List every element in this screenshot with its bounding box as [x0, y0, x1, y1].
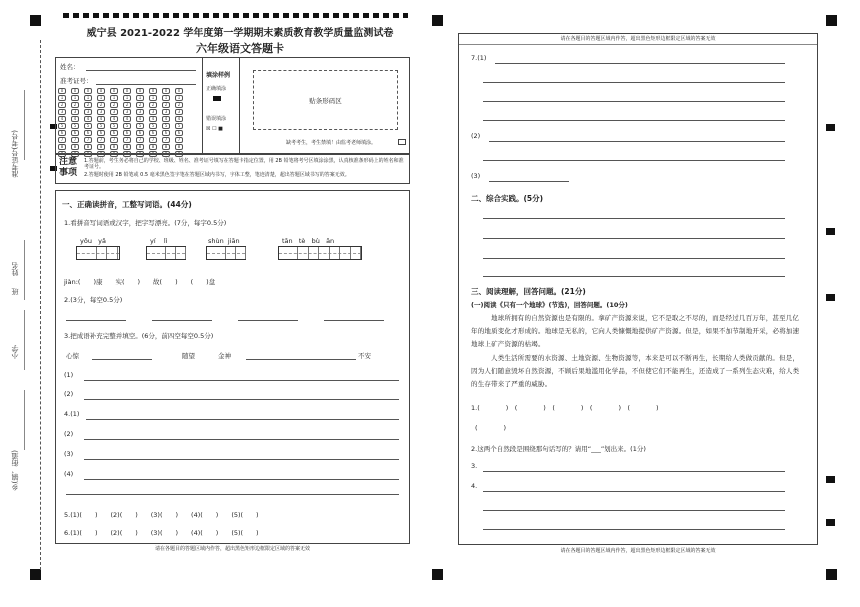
pinyin-syllable: yǎ	[98, 237, 106, 245]
digit-bubble[interactable]: 7	[136, 137, 144, 143]
digit-bubble[interactable]: 5	[84, 123, 92, 129]
q2-line-b[interactable]	[152, 320, 212, 321]
absent-notice: 缺考考生，考生禁填！由监考老师填涂。	[286, 140, 377, 146]
digit-bubble[interactable]: 9	[123, 151, 131, 157]
digit-bubble[interactable]: 2	[123, 102, 131, 108]
digit-bubble[interactable]: 5	[71, 123, 79, 129]
right-header: 请在各题目的答题区域内作答，超出黑色矩形边框限定区域的答案无效	[560, 36, 716, 42]
digit-bubble[interactable]: 0	[149, 88, 157, 94]
digit-bubble[interactable]: 2	[136, 102, 144, 108]
digit-bubble[interactable]: 6	[58, 130, 66, 136]
q2-line-c[interactable]	[238, 320, 298, 321]
q3-word-c: 金神	[218, 352, 231, 360]
answer-line[interactable]	[483, 276, 785, 277]
digit-bubble[interactable]: 3	[149, 109, 157, 115]
header-rule	[459, 44, 817, 45]
margin-class: 班	[11, 288, 19, 295]
answer-line[interactable]	[483, 82, 785, 83]
pinyin-syllable: yōu	[80, 237, 92, 245]
digit-bubble[interactable]: 7	[123, 137, 131, 143]
margin-line-3	[24, 310, 25, 370]
digit-bubble[interactable]: 6	[123, 130, 131, 136]
answer-line[interactable]	[489, 141, 785, 142]
reading-q4: 4.	[471, 482, 478, 490]
side-mark-7	[826, 519, 835, 526]
q2-prompt: 2.(3分，每空0.5分)	[64, 296, 123, 304]
exam-no-line[interactable]	[96, 84, 196, 85]
answer-line[interactable]	[84, 380, 399, 381]
answer-line[interactable]	[483, 510, 785, 511]
digit-bubble[interactable]: 3	[71, 109, 79, 115]
digit-bubble[interactable]: 0	[110, 88, 118, 94]
digit-bubble[interactable]: 3	[97, 109, 105, 115]
digit-bubble[interactable]: 3	[136, 109, 144, 115]
q3-blank-c[interactable]	[246, 359, 306, 360]
digit-bubble[interactable]: 5	[110, 123, 118, 129]
margin-line-2	[24, 240, 25, 300]
q7-label: 7.(1)	[471, 54, 487, 62]
bubble-column[interactable]	[58, 88, 67, 158]
bubble-column[interactable]	[123, 88, 132, 158]
exam-no-label: 准考证号：	[60, 77, 93, 85]
absent-checkbox[interactable]	[398, 139, 406, 145]
digit-bubble[interactable]: 1	[97, 95, 105, 101]
side-mark-3	[826, 124, 835, 131]
write-grid[interactable]	[278, 246, 362, 260]
digit-bubble[interactable]: 4	[97, 116, 105, 122]
reading-para-1: 地球所拥有的自然资源也是有限的。拿矿产资源来说，它不是取之不尽的，而是经过几百万年，甚至几亿年的地质变化才形成的。地球是无私的，它向人类慷慨地提供矿产资源。但是，如果不加节制地开采，必将加速地球上矿产资源的枯竭。	[471, 314, 800, 348]
digit-bubble[interactable]: 1	[84, 95, 92, 101]
digit-bubble[interactable]: 7	[58, 137, 66, 143]
digit-bubble[interactable]: 5	[162, 123, 170, 129]
barcode-label: 贴条形码区	[309, 97, 342, 105]
digit-bubble[interactable]: 7	[175, 137, 183, 143]
digit-bubble[interactable]: 5	[136, 123, 144, 129]
digit-bubble[interactable]: 0	[162, 88, 170, 94]
digit-bubble[interactable]: 1	[175, 95, 183, 101]
digit-bubble[interactable]: 9	[162, 151, 170, 157]
digit-bubble[interactable]: 3	[58, 109, 66, 115]
side-mark-5	[826, 294, 835, 301]
page-title: 威宁县 2021-2022 学年度第一学期期末素质教育教学质量监测试卷	[86, 28, 394, 39]
digit-bubble[interactable]: 7	[84, 137, 92, 143]
digit-bubble[interactable]: 4	[149, 116, 157, 122]
digit-bubble[interactable]: 9	[110, 151, 118, 157]
correct-fill-sample	[213, 96, 221, 101]
digit-bubble[interactable]: 4	[58, 116, 66, 122]
digit-bubble[interactable]: 4	[136, 116, 144, 122]
write-grid[interactable]	[206, 246, 246, 260]
digit-bubble[interactable]: 9	[97, 151, 105, 157]
q3-word-a: 心惊	[66, 352, 79, 360]
digit-bubble[interactable]: 8	[110, 144, 118, 150]
margin-school: 小学	[11, 345, 19, 359]
pinyin-g4	[282, 237, 334, 245]
pinyin-g3	[208, 237, 240, 245]
name-label: 姓名：	[60, 63, 80, 71]
digit-bubble[interactable]: 8	[84, 144, 92, 150]
bubble-column[interactable]	[97, 88, 106, 158]
digit-bubble[interactable]: 7	[110, 137, 118, 143]
barcode-area	[253, 70, 398, 130]
jian-row: jiàn:( )康 实( ) 故( ) ( )盘	[64, 278, 216, 286]
digit-bubble[interactable]: 4	[162, 116, 170, 122]
digit-bubble[interactable]: 6	[136, 130, 144, 136]
sub-item-2: (2)	[64, 390, 74, 398]
margin-exam-no: 准考证号(考号)	[11, 130, 19, 178]
pinyin-syllable: bù	[311, 237, 320, 245]
digit-bubble[interactable]: 9	[175, 151, 183, 157]
fill-example-box	[202, 58, 240, 154]
side-mark-6	[826, 476, 835, 483]
reading-q1[interactable]: 1.( ) ( ) ( ) ( ) ( )	[471, 404, 659, 412]
write-grid[interactable]	[76, 246, 120, 260]
digit-bubble[interactable]: 7	[162, 137, 170, 143]
digit-bubble[interactable]: 6	[175, 130, 183, 136]
margin-line-1	[24, 90, 25, 160]
answer-line[interactable]	[483, 491, 785, 492]
q3-word-b: 随望	[182, 352, 195, 360]
digit-bubble[interactable]: 9	[71, 151, 79, 157]
answer-line[interactable]	[84, 439, 399, 440]
digit-bubble[interactable]: 4	[175, 116, 183, 122]
digit-bubble[interactable]: 0	[123, 88, 131, 94]
digit-bubble[interactable]: 0	[97, 88, 105, 94]
digit-bubble[interactable]: 2	[110, 102, 118, 108]
q7-3-label: (3)	[471, 172, 481, 180]
pinyin-syllable: ān	[326, 237, 335, 245]
section3-title: 三、阅读理解，回答问题。(21分)	[471, 287, 586, 296]
pinyin-syllable: jiān	[227, 237, 240, 245]
answer-area-left	[55, 190, 410, 544]
digit-bubble[interactable]: 4	[71, 116, 79, 122]
reading-q1-b[interactable]: ( )	[475, 424, 507, 432]
notice-line-2: 2.答题时使用 2B 铅笔或 0.5 毫米黑色签字笔在答题区域内书写，字体工整，笔迹清楚，超出答题区域书写的答案无效。	[84, 172, 350, 178]
answer-line[interactable]	[489, 181, 569, 182]
digit-bubble[interactable]: 8	[71, 144, 79, 150]
margin-line-4	[24, 390, 25, 450]
answer-line[interactable]	[84, 399, 399, 400]
bubble-column[interactable]	[175, 88, 184, 158]
corner-mark-tl	[30, 15, 41, 26]
digit-bubble[interactable]: 3	[123, 109, 131, 115]
side-mark-4	[826, 228, 835, 235]
reading-para-2: 人类生活所需要的水资源、土地资源、生物资源等，本来是可以不断再生，长期给人类做贡献的。但是，因为人们随意毁坏自然资源，不顾后果地滥用化学品，不但使它们不能再生，还造成了一系列生态灾难，给人类的生存带来了严重的威胁。	[471, 354, 800, 388]
digit-bubble[interactable]: 2	[149, 102, 157, 108]
bubble-column[interactable]	[84, 88, 93, 158]
corner-mark-bl	[30, 569, 41, 580]
digit-bubble[interactable]: 1	[149, 95, 157, 101]
q2-line-d[interactable]	[324, 320, 384, 321]
section1-title: 一、正确读拼音，工整写词语。(44分)	[62, 200, 192, 209]
answer-line[interactable]	[483, 101, 785, 102]
reading-q2: 2.这两个自然段是围绕那句话写的？请用“___”划出来。(1分)	[471, 445, 646, 453]
answer-line[interactable]	[495, 63, 785, 64]
sub-item-5: (3)	[64, 450, 74, 458]
digit-bubble[interactable]: 3	[84, 109, 92, 115]
sub-item-4: (2)	[64, 430, 74, 438]
write-grid[interactable]	[146, 246, 186, 260]
q3-blank-d[interactable]	[306, 359, 356, 360]
digit-bubble[interactable]: 6	[110, 130, 118, 136]
answer-line[interactable]	[66, 494, 399, 495]
reading-q3: 3.	[471, 462, 478, 470]
corner-mark-tr	[432, 15, 443, 26]
corner-mark-tr2	[826, 15, 837, 26]
sub-item-1: (1)	[64, 371, 74, 379]
pinyin-syllable: lì	[163, 237, 168, 245]
sub-item-3: 4.(1)	[64, 410, 80, 418]
digit-bubble[interactable]: 8	[149, 144, 157, 150]
digit-bubble[interactable]: 2	[97, 102, 105, 108]
digit-bubble[interactable]: 5	[123, 123, 131, 129]
digit-bubble[interactable]: 0	[71, 88, 79, 94]
q1-prompt: 1.看拼音写词语或汉字，把字写漂亮。(7分，每字0.5分)	[64, 219, 227, 227]
exam-no-bubbles[interactable]	[58, 88, 198, 154]
digit-bubble[interactable]: 9	[149, 151, 157, 157]
answer-line[interactable]	[483, 160, 785, 161]
section2-title: 二、综合实践。(5分)	[471, 194, 544, 203]
digit-bubble[interactable]: 9	[136, 151, 144, 157]
digit-bubble[interactable]: 3	[175, 109, 183, 115]
answer-line[interactable]	[84, 459, 399, 460]
notice-block	[55, 154, 410, 184]
digit-bubble[interactable]: 1	[71, 95, 79, 101]
right-footer: 请在各题目的答题区域内作答，超出黑色矩形边框限定区域的答案无效	[560, 548, 716, 554]
digit-bubble[interactable]: 5	[58, 123, 66, 129]
digit-bubble[interactable]: 7	[71, 137, 79, 143]
q3-prompt: 3.把成语补充完整并填空。(6分，前四空每空0.5分)	[64, 332, 214, 340]
digit-bubble[interactable]: 9	[58, 151, 66, 157]
bubble-column[interactable]	[149, 88, 158, 158]
bubble-column[interactable]	[110, 88, 119, 158]
digit-bubble[interactable]: 8	[58, 144, 66, 150]
digit-bubble[interactable]: 0	[84, 88, 92, 94]
answer-area-right	[458, 33, 818, 545]
digit-bubble[interactable]: 2	[58, 102, 66, 108]
digit-bubble[interactable]: 0	[175, 88, 183, 94]
q3-word-d: 不安	[358, 352, 371, 360]
digit-bubble[interactable]: 6	[84, 130, 92, 136]
digit-bubble[interactable]: 1	[110, 95, 118, 101]
digit-bubble[interactable]: 6	[71, 130, 79, 136]
digit-bubble[interactable]: 2	[175, 102, 183, 108]
notice-title: 注意事项	[59, 157, 78, 178]
digit-bubble[interactable]: 2	[162, 102, 170, 108]
q3-blank-a[interactable]	[92, 359, 152, 360]
digit-bubble[interactable]: 5	[175, 123, 183, 129]
pinyin-syllable: shùn	[208, 237, 224, 245]
answer-line[interactable]	[86, 419, 399, 420]
fill-example-title: 填涂样例	[206, 72, 231, 79]
digit-bubble[interactable]: 4	[123, 116, 131, 122]
bubble-column[interactable]	[71, 88, 80, 158]
answer-line[interactable]	[483, 471, 785, 472]
info-block	[55, 57, 410, 154]
name-line[interactable]	[86, 70, 196, 71]
answer-line[interactable]	[483, 218, 785, 219]
answer-line[interactable]	[483, 258, 785, 259]
digit-bubble[interactable]: 2	[71, 102, 79, 108]
digit-bubble[interactable]: 5	[97, 123, 105, 129]
pinyin-g1	[80, 237, 106, 245]
pinyin-g2	[150, 237, 168, 245]
digit-bubble[interactable]: 8	[123, 144, 131, 150]
choice-row-5[interactable]: 5.(1)( ) (2)( ) (3)( ) (4)( ) (5)( )	[64, 511, 259, 519]
pinyin-syllable: yí	[150, 237, 156, 245]
binding-line	[40, 40, 41, 570]
timing-mark	[63, 13, 408, 18]
digit-bubble[interactable]: 6	[97, 130, 105, 136]
page-subtitle: 六年级语文答题卡	[196, 42, 284, 55]
reading1-title: (一)阅读《只有一个地球》(节选)，回答问题。(10分)	[471, 301, 628, 309]
correct-label: 正确填涂	[206, 86, 227, 92]
answer-line[interactable]	[84, 479, 399, 480]
margin-town: 乡(镇、街道)	[11, 450, 19, 491]
digit-bubble[interactable]: 1	[58, 95, 66, 101]
digit-bubble[interactable]: 1	[123, 95, 131, 101]
digit-bubble[interactable]: 3	[162, 109, 170, 115]
answer-line[interactable]	[483, 238, 785, 239]
digit-bubble[interactable]: 5	[149, 123, 157, 129]
margin-name: 姓名	[11, 262, 19, 276]
wrong-label: 错误填涂	[206, 116, 227, 122]
digit-bubble[interactable]: 8	[175, 144, 183, 150]
digit-bubble[interactable]: 6	[162, 130, 170, 136]
q7-2-label: (2)	[471, 132, 481, 140]
bubble-column[interactable]	[136, 88, 145, 158]
digit-bubble[interactable]: 7	[97, 137, 105, 143]
digit-bubble[interactable]: 0	[136, 88, 144, 94]
digit-bubble[interactable]: 1	[162, 95, 170, 101]
q2-line-a[interactable]	[66, 320, 126, 321]
digit-bubble[interactable]: 4	[110, 116, 118, 122]
answer-line[interactable]	[483, 120, 785, 121]
digit-bubble[interactable]: 9	[84, 151, 92, 157]
digit-bubble[interactable]: 4	[84, 116, 92, 122]
left-footer: 请在各题目的答题区域内作答，超出黑色矩形边框限定区域的答案无效	[154, 546, 310, 552]
digit-bubble[interactable]: 3	[110, 109, 118, 115]
pinyin-syllable: tān	[282, 237, 293, 245]
digit-bubble[interactable]: 6	[149, 130, 157, 136]
corner-mark-bm	[432, 569, 443, 580]
digit-bubble[interactable]: 7	[149, 137, 157, 143]
sub-item-6: (4)	[64, 470, 74, 478]
pinyin-syllable: tè	[298, 237, 306, 245]
choice-row-6[interactable]: 6.(1)( ) (2)( ) (3)( ) (4)( ) (5)( )	[64, 529, 259, 537]
digit-bubble[interactable]: 8	[97, 144, 105, 150]
answer-line[interactable]	[483, 529, 785, 530]
wrong-fill-sample: ☒ ☐ ■	[206, 126, 223, 132]
digit-bubble[interactable]: 8	[162, 144, 170, 150]
digit-bubble[interactable]: 8	[136, 144, 144, 150]
corner-mark-br	[826, 569, 837, 580]
digit-bubble[interactable]: 1	[136, 95, 144, 101]
notice-line-1: 1.答题前，考生务必将自己的学校、班级、姓名、准考证号填写在答题卡指定位置，用 2B 铅笔将考号区填涂涂黑，认真核准条形码上的姓名和准考证号。	[84, 158, 404, 170]
bubble-column[interactable]	[162, 88, 171, 158]
digit-bubble[interactable]: 2	[84, 102, 92, 108]
digit-bubble[interactable]: 0	[58, 88, 66, 94]
